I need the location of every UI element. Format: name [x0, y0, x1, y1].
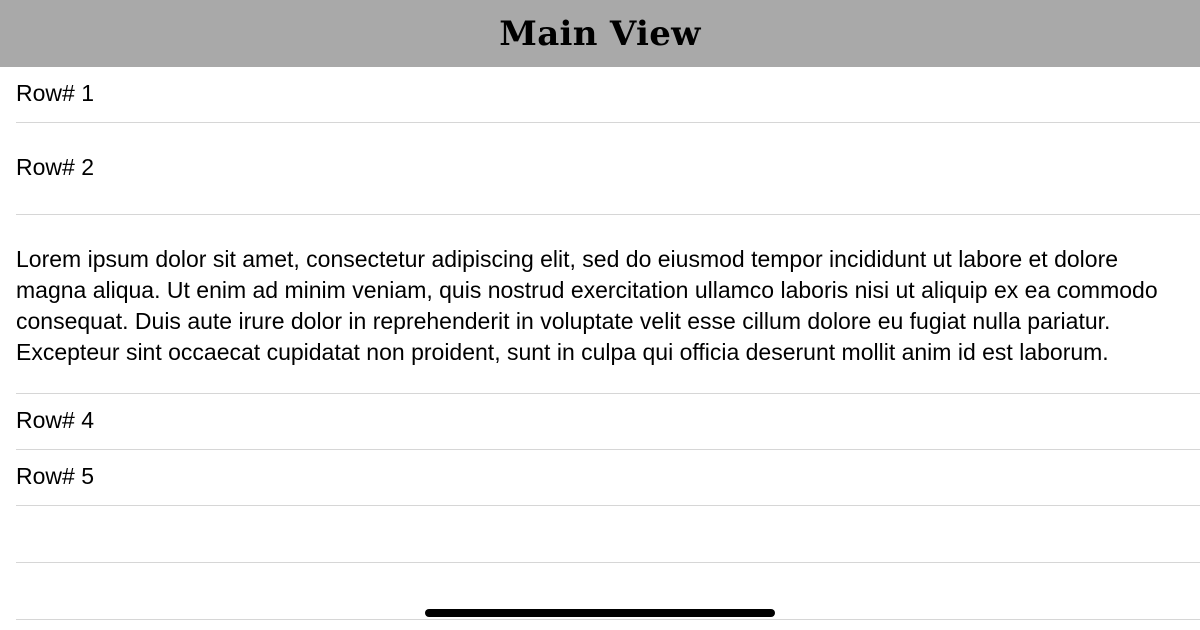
table-row[interactable] [0, 215, 1200, 394]
home-indicator[interactable] [425, 609, 775, 617]
row-label: Row# 2 [16, 153, 94, 180]
table-row[interactable] [0, 123, 1200, 215]
row-label: Lorem ipsum dolor sit amet, consectetur adipiscing elit, sed do eiusmod tempor incididunt ut labore et dolore magna aliqua. Ut enim ad minim veniam, quis nostrud exercitation ullamco laboris nisi ut aliquip ex ea commodo consequat. Duis aute irure dolor in reprehenderit in voluptate velit esse cillum dolore eu fugiat nulla pariatur. Excepteur sint occaecat cupidatat non proident, sunt in culpa qui officia deserunt mollit anim id est laborum. [16, 245, 1158, 365]
navigation-bar [0, 0, 1200, 67]
row-label: Row# 4 [16, 407, 94, 433]
empty-table-row [0, 506, 1200, 563]
table-row[interactable] [0, 450, 1200, 506]
row-label: Row# 5 [16, 463, 94, 489]
row-label: Row# 1 [16, 80, 94, 106]
table-view[interactable] [0, 67, 1200, 620]
page-title: Main View [499, 13, 701, 54]
table-row[interactable] [0, 67, 1200, 123]
table-row[interactable] [0, 394, 1200, 450]
